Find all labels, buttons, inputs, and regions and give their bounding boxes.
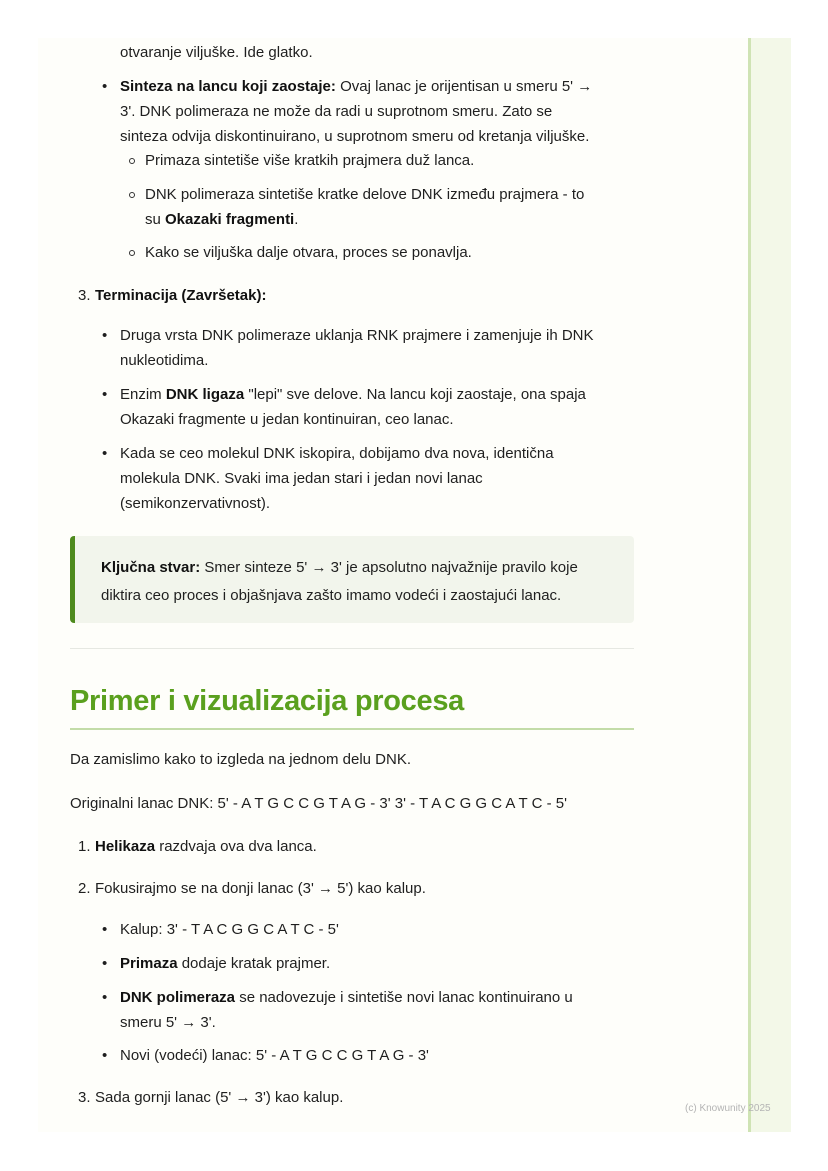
- item-text: nukleotidima.: [120, 352, 209, 369]
- circle-bullet: [129, 250, 135, 256]
- step-text: Fokusirajmo se na donji lanac (3' → 5') kao kalup.: [95, 880, 426, 897]
- item-text: Novi (vodeći) lanac: 5' - A T G C C G T A G - 3': [120, 1047, 429, 1064]
- bullet: •: [102, 955, 108, 972]
- step-3: [70, 1085, 343, 1110]
- bullet: •: [102, 921, 108, 938]
- circle-bullet: [129, 158, 135, 164]
- step2-item: [70, 985, 670, 1035]
- divider: [70, 648, 634, 649]
- continuation-text: otvaranje viljuške. Ide glatko.: [120, 44, 313, 61]
- item-text: smeru 5' → 3'.: [120, 1014, 216, 1031]
- lagging-title: Sinteza na lancu koji zaostaje:: [120, 78, 336, 95]
- item-text: molekula DNK. Svaki ima jedan stari i jedan novi lanac: [120, 470, 483, 487]
- bullet: •: [102, 327, 108, 344]
- section-heading: Primer i vizualizacija procesa: [70, 685, 464, 717]
- list-number: 2.: [78, 880, 91, 897]
- step2-item: [70, 1043, 670, 1068]
- callout-text-2: diktira ceo proces i objašnjava zašto imamo vodeći i zaostajući lanac.: [101, 587, 562, 604]
- bullet: •: [102, 445, 108, 462]
- side-strip: [748, 38, 791, 1132]
- termination-item: [70, 441, 670, 516]
- sub-item-text: .: [294, 211, 299, 228]
- primase-term: Primaza: [120, 955, 178, 972]
- item-text: (semikonzervativnost).: [120, 495, 271, 512]
- item-text: Druga vrsta DNK polimeraze uklanja RNK prajmere i zamenjuje ih DNK: [120, 327, 594, 344]
- sub-item-text: Kako se viljuška dalje otvara, proces se ponavlja.: [145, 244, 472, 261]
- heading-underline: [70, 728, 634, 730]
- bullet: •: [102, 989, 108, 1006]
- termination-title: Terminacija (Završetak):: [95, 287, 267, 304]
- item-text: Okazaki fragmente u jedan kontinuiran, ceo lanac.: [120, 411, 454, 428]
- intro-text: Da zamislimo kako to izgleda na jednom delu DNK.: [70, 751, 411, 768]
- sub-item: [70, 240, 670, 265]
- list-number: 3.: [78, 1089, 91, 1106]
- sub-item: [70, 148, 670, 173]
- item-text: Enzim: [120, 386, 166, 403]
- step-text: razdvaja ova dva lanca.: [155, 838, 317, 855]
- termination-item: [70, 323, 670, 373]
- callout-text: Smer sinteze 5' → 3' je apsolutno najvažnije pravilo koje: [200, 559, 578, 576]
- termination-heading: [70, 283, 266, 308]
- lagging-text-3: sinteza odvija diskontinuirano, u suprotnom smeru od kretanja viljuške.: [120, 128, 590, 145]
- helicase-term: Helikaza: [95, 838, 156, 855]
- sub-item-text: DNK polimeraza sintetiše kratke delove DNK između prajmera - to: [145, 186, 585, 203]
- okazaki-term: Okazaki fragmenti: [165, 211, 295, 228]
- callout-title: Ključna stvar:: [101, 559, 201, 576]
- item-text: dodaje kratak prajmer.: [177, 955, 331, 972]
- sub-item-text: Primaza sintetiše više kratkih prajmera duž lanca.: [145, 152, 475, 169]
- circle-bullet: [129, 192, 135, 198]
- polymerase-term: DNK polimeraza: [120, 989, 236, 1006]
- sub-item: [70, 182, 670, 232]
- item-text: Kada se ceo molekul DNK iskopira, dobijamo dva nova, identična: [120, 445, 554, 462]
- step2-item: [70, 951, 670, 976]
- list-number: 1.: [78, 838, 91, 855]
- lagging-text: Ovaj lanac je orijentisan u smeru 5' →: [335, 78, 593, 95]
- copyright-footer: (c) Knowunity 2025: [685, 1103, 771, 1114]
- bullet: •: [102, 386, 108, 403]
- item-text: "lepi" sve delove. Na lancu koji zaostaje, ona spaja: [244, 386, 586, 403]
- key-point-callout: [70, 536, 634, 623]
- step-1: [70, 834, 317, 859]
- bullet: •: [102, 1047, 108, 1064]
- lagging-text-2: 3'. DNK polimeraza ne može da radi u suprotnom smeru. Zato se: [120, 103, 553, 120]
- original-strand-text: Originalni lanac DNK: 5' - A T G C C G T A G - 3' 3' - T A C G G C A T C - 5': [70, 795, 567, 812]
- bullet: •: [102, 78, 108, 95]
- list-number: 3.: [78, 287, 91, 304]
- item-text: Kalup: 3' - T A C G G C A T C - 5': [120, 921, 339, 938]
- step-2: [70, 876, 426, 901]
- lagging-strand-item: [70, 74, 670, 149]
- sub-item-text: su: [145, 211, 166, 228]
- step2-item: [70, 917, 670, 942]
- termination-item: [70, 382, 670, 432]
- step-text: Sada gornji lanac (5' → 3') kao kalup.: [95, 1089, 344, 1106]
- ligase-term: DNK ligaza: [165, 386, 245, 403]
- item-text: se nadovezuje i sintetiše novi lanac kontinuirano u: [235, 989, 573, 1006]
